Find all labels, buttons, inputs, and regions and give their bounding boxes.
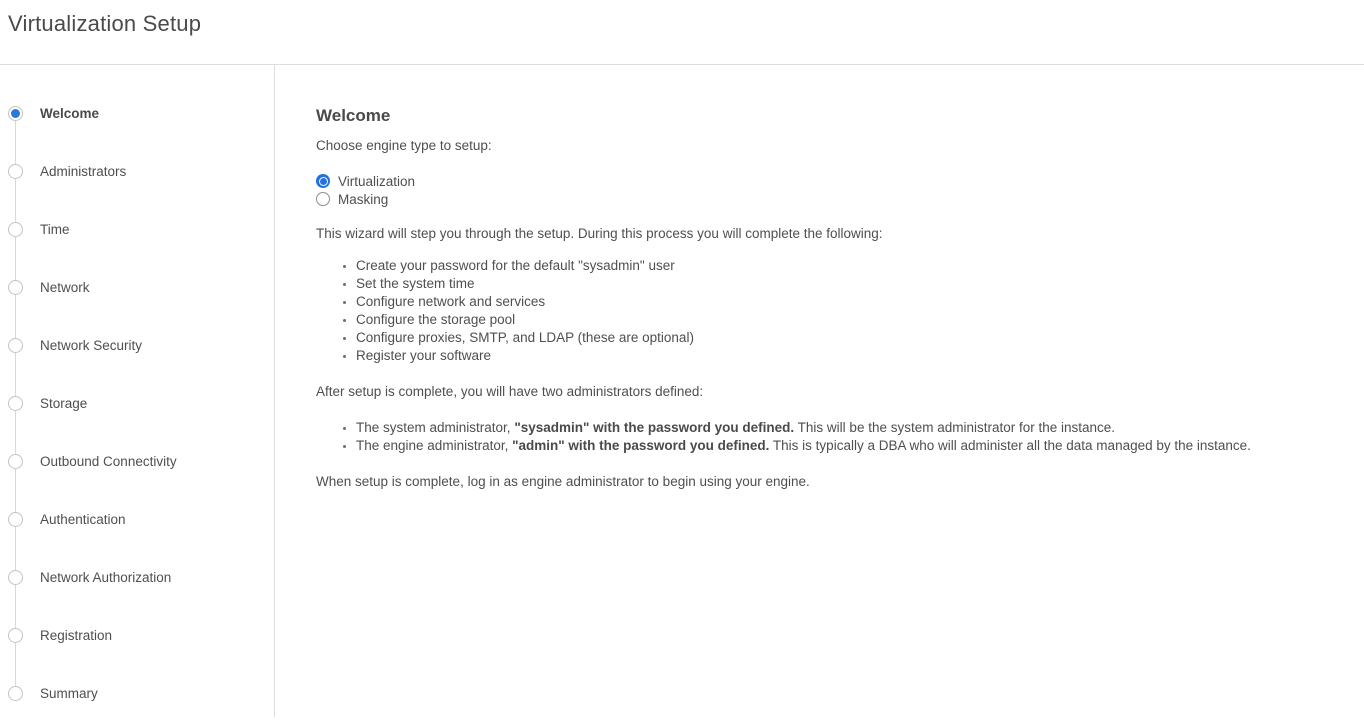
sidebar-step-label: Storage xyxy=(40,395,88,411)
setup-task-item: Register your software xyxy=(316,347,1251,365)
engine-option-virtualization[interactable] xyxy=(316,172,1251,190)
radio-selected-icon[interactable] xyxy=(316,174,330,188)
sidebar-step-label: Summary xyxy=(40,685,98,701)
steps-container xyxy=(0,84,274,722)
administrator-item: The system administrator, "sysadmin" with the password you defined. This will be the system administrator for the instance. xyxy=(316,419,1251,437)
radio-unselected-icon[interactable] xyxy=(316,192,330,206)
setup-steps-nav xyxy=(0,65,275,717)
engine-type-radio-group xyxy=(316,172,1251,208)
sidebar-step-authentication[interactable] xyxy=(0,490,274,548)
content-panel xyxy=(275,65,1281,717)
after-setup-paragraph: After setup is complete, you will have two administrators defined: xyxy=(316,384,704,399)
setup-task-item: Create your password for the default "sysadmin" user xyxy=(316,257,1251,275)
sidebar-step-label: Outbound Connectivity xyxy=(40,453,177,469)
setup-task-item: Configure the storage pool xyxy=(316,311,1251,329)
step-radio-icon xyxy=(8,338,23,353)
sidebar-step-outbound-connectivity[interactable] xyxy=(0,432,274,490)
sidebar-step-welcome[interactable] xyxy=(0,84,274,142)
page-title: Virtualization Setup xyxy=(8,11,202,36)
sidebar-step-label: Network xyxy=(40,279,90,295)
sidebar-step-time[interactable] xyxy=(0,200,274,258)
sidebar-step-label: Authentication xyxy=(40,511,126,527)
sidebar-step-network-authorization[interactable] xyxy=(0,548,274,606)
sidebar-step-label: Time xyxy=(40,221,70,237)
setup-task-item: Configure proxies, SMTP, and LDAP (these are optional) xyxy=(316,329,1251,347)
engine-option-label: Virtualization xyxy=(338,173,416,189)
step-radio-icon xyxy=(8,570,23,585)
main-layout xyxy=(0,65,1364,717)
step-radio-icon xyxy=(8,396,23,411)
engine-option-label: Masking xyxy=(338,191,389,207)
step-radio-icon xyxy=(8,454,23,469)
administrator-bold-text: "sysadmin" with the password you defined. xyxy=(514,420,795,435)
sidebar-step-summary[interactable] xyxy=(0,664,274,722)
setup-task-item: Set the system time xyxy=(316,275,1251,293)
sidebar-step-label: Network Authorization xyxy=(40,569,172,585)
sidebar-step-label: Administrators xyxy=(40,163,127,179)
step-radio-selected-icon xyxy=(8,106,23,121)
footer-paragraph: When setup is complete, log in as engine administrator to begin using your engine. xyxy=(316,474,810,489)
page-header xyxy=(0,0,1364,65)
setup-task-item: Configure network and services xyxy=(316,293,1251,311)
sidebar-step-label: Welcome xyxy=(40,105,100,121)
administrator-bold-text: "admin" with the password you defined. xyxy=(512,438,770,453)
administrators-list xyxy=(316,419,1251,455)
content-heading: Welcome xyxy=(316,106,391,125)
step-radio-icon xyxy=(8,164,23,179)
engine-option-masking[interactable] xyxy=(316,190,1251,208)
sidebar-step-label: Network Security xyxy=(40,337,143,353)
sidebar-step-administrators[interactable] xyxy=(0,142,274,200)
step-radio-icon xyxy=(8,222,23,237)
sidebar-step-label: Registration xyxy=(40,627,113,643)
intro-paragraph: This wizard will step you through the setup. During this process you will complete the following: xyxy=(316,226,883,241)
sidebar-step-storage[interactable] xyxy=(0,374,274,432)
sidebar-step-network-security[interactable] xyxy=(0,316,274,374)
sidebar-step-registration[interactable] xyxy=(0,606,274,664)
setup-tasks-list xyxy=(316,257,1251,365)
step-radio-icon xyxy=(8,512,23,527)
step-radio-icon xyxy=(8,686,23,701)
administrator-item: The engine administrator, "admin" with the password you defined. This is typically a DBA who will administer all the data managed by the instance. xyxy=(316,437,1251,455)
step-radio-icon xyxy=(8,280,23,295)
sidebar-step-network[interactable] xyxy=(0,258,274,316)
step-radio-icon xyxy=(8,628,23,643)
choose-engine-label: Choose engine type to setup: xyxy=(316,138,492,153)
